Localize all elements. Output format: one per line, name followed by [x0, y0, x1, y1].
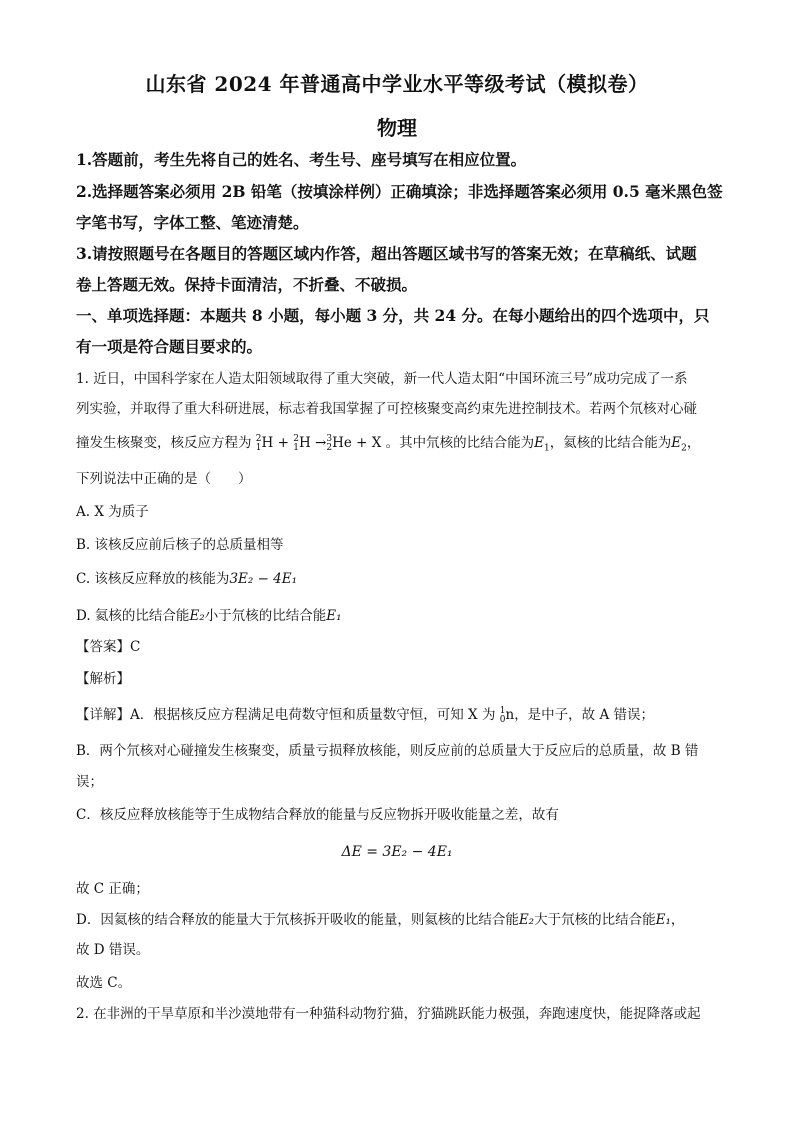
- neutron-letter: n: [505, 707, 515, 724]
- detail-d-e1: E₁: [655, 912, 671, 928]
- detail-a-text: 【详解】A．根据核反应方程满足电荷数守恒和质量数守恒，可知 X 为: [76, 707, 496, 723]
- plus-sign: +: [356, 435, 368, 451]
- detail-d-mid: 大于氘核的比结合能: [534, 912, 656, 928]
- detail-d-e2: E₂: [518, 912, 535, 928]
- subject-title: 物理: [377, 116, 417, 140]
- detail-b-2: 误；: [76, 774, 103, 790]
- detail-b-1: B．两个氘核对心碰撞发生核聚变，质量亏损释放核能，则反应前的总质量大于反应后的总质量，故 B 错: [76, 743, 699, 759]
- nuclide-mass: 2: [255, 433, 262, 444]
- helium-3: [326, 434, 352, 453]
- option-d-text: D. 氦核的比结合能: [76, 608, 190, 624]
- q1-line-3-post: 。其中氘核的比结合能为: [385, 435, 535, 451]
- e2-subscript: 2: [681, 443, 687, 454]
- nuclide-charge: 1: [255, 442, 262, 453]
- exam-title: 山东省 2024 年普通高中学业水平等级考试（模拟卷）: [145, 72, 649, 96]
- q1-line-2: 列实验，并取得了重大科研进展，标志着我国掌握了可控核聚变高约束先进控制技术。若两个氘核对心碰: [76, 401, 697, 417]
- option-b: B. 该核反应前后核子的总质量相等: [76, 537, 284, 553]
- option-d-e2: E₂: [189, 608, 205, 624]
- option-d: [76, 607, 342, 625]
- energy-equation: ΔE = 3E₂ − 4E₁: [341, 844, 453, 860]
- e1-symbol: E: [534, 435, 545, 451]
- note-3: 3.请按照题号在各题目的答题区域内作答，超出答题区域书写的答案无效；在草稿纸、试题: [76, 244, 697, 263]
- q1-line-1: 1. 近日，中国科学家在人造太阳领域取得了重大突破，新一代人造太阳“中国环流三号”成功完成了一系: [76, 371, 688, 387]
- q1-line-3-mid: ，氦核的比结合能为: [549, 435, 672, 451]
- neutron-charge: 0: [499, 714, 506, 725]
- answer-line: [76, 638, 140, 656]
- nuclide-charge: 1: [293, 442, 299, 453]
- option-c: [76, 570, 297, 588]
- neutron-symbol: [500, 706, 514, 725]
- unknown-x: X: [371, 435, 382, 451]
- section-heading: 一、单项选择题：本题共 8 小题，每小题 3 分，共 24 分。在每小题给出的四个选项中，只: [76, 306, 710, 325]
- detail-a: [76, 706, 654, 725]
- q1-line-3-end: ，: [686, 435, 701, 451]
- note-2-cont: 字笔书写，字体工整、笔迹清楚。: [76, 213, 309, 232]
- nuclide-symbol: H: [298, 435, 311, 452]
- q1-line-3-text: 撞发生核聚变，核反应方程为: [76, 435, 252, 451]
- option-c-text: C. 该核反应释放的核能为: [76, 571, 230, 587]
- q2-line-1: 2. 在非洲的干旱草原和半沙漠地带有一种猫科动物狞猫，狞猫跳跃能力极强，奔跑速度快，能捉降落或起: [76, 1006, 701, 1022]
- e1-subscript: 1: [544, 443, 550, 454]
- nuclide-symbol: H: [261, 435, 274, 452]
- analysis-label: 【解析】: [76, 671, 130, 687]
- option-d-mid: 小于氘核的比结合能: [204, 608, 327, 624]
- option-c-math: 3E₂ − 4E₁: [229, 571, 298, 587]
- detail-d-1: [76, 911, 684, 929]
- nuclide-mass: 3: [326, 433, 333, 444]
- option-d-e1: E₁: [326, 608, 342, 624]
- arrow: →: [315, 435, 327, 451]
- reaction-equation: [256, 435, 386, 451]
- deuterium-1: [256, 434, 274, 453]
- detail-d-text: D．因氦核的结合释放的能量大于氘核拆开吸收的能量，则氦核的比结合能: [76, 912, 519, 928]
- answer-value: C: [130, 639, 141, 655]
- note-1: 1.答题前，考生先将自己的姓名、考生号、座号填写在相应位置。: [76, 150, 527, 169]
- section-heading-cont: 有一项是符合题目要求的。: [76, 337, 263, 356]
- q1-line-3: [76, 434, 700, 458]
- e2-symbol: E: [671, 435, 682, 451]
- deuterium-2: [293, 434, 311, 453]
- detail-d-end: ，: [670, 912, 685, 928]
- nuclide-mass: 2: [293, 433, 299, 444]
- detail-d-2: 故 D 错误。: [76, 942, 150, 958]
- detail-c-1: C．核反应释放核能等于生成物结合释放的能量与反应物拆开吸收能量之差，故有: [76, 807, 559, 823]
- detail-c-2: 故 C 正确；: [76, 881, 149, 897]
- neutron-mass: 1: [499, 705, 506, 716]
- note-3-cont: 卷上答题无效。保持卡面清洁，不折叠、不破损。: [76, 275, 418, 294]
- plus-sign: +: [277, 435, 289, 451]
- option-a: A. X 为质子: [76, 504, 149, 520]
- q1-line-4: 下列说法中正确的是（ ）: [76, 471, 252, 487]
- nuclide-symbol: He: [332, 435, 352, 452]
- answer-label: 【答案】: [76, 639, 130, 655]
- nuclide-charge: 2: [326, 442, 333, 453]
- note-2: 2.选择题答案必须用 2B 铅笔（按填涂样例）正确填涂；非选择题答案必须用 0.5 毫米黑色签: [76, 182, 723, 201]
- detail-a-post: ，是中子，故 A 错误；: [514, 707, 655, 723]
- conclusion: 故选 C。: [76, 975, 132, 991]
